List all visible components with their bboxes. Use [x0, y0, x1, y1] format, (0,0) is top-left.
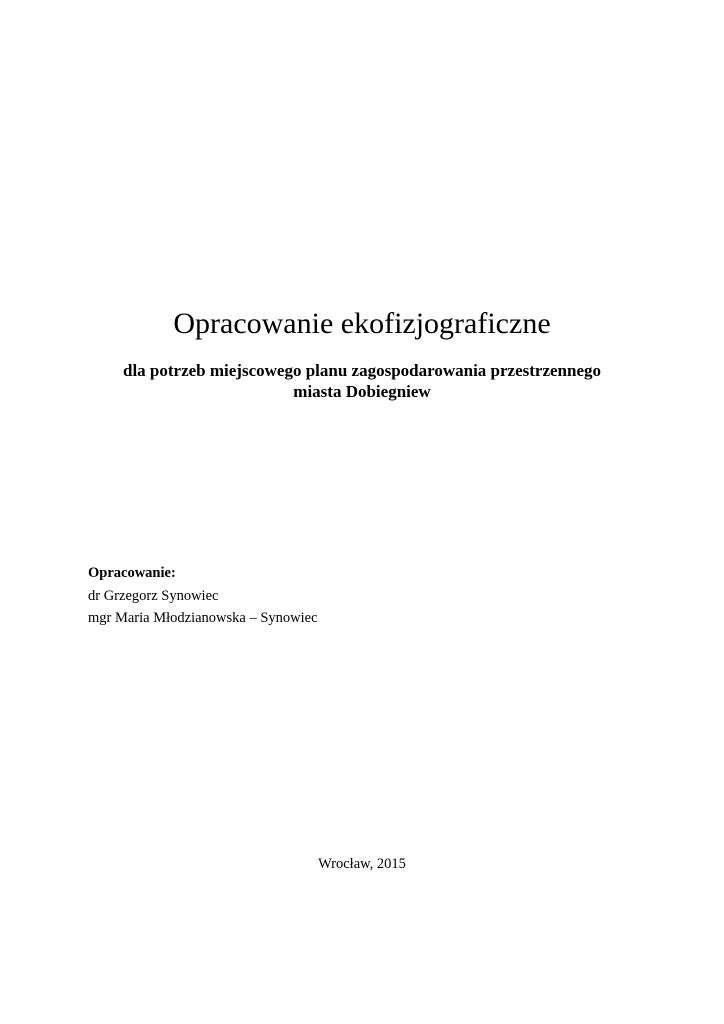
authors-block — [88, 562, 318, 629]
author-name: mgr Maria Młodzianowska – Synowiec — [88, 610, 318, 626]
prepared-by-label: Opracowanie: — [88, 565, 176, 581]
subtitle-line: miasta Dobiegniew — [293, 382, 431, 401]
document-subtitle — [0, 360, 724, 402]
place-and-date: Wrocław, 2015 — [318, 856, 406, 872]
author-name: dr Grzegorz Synowiec — [88, 588, 219, 604]
subtitle-line: dla potrzeb miejscowego planu zagospodarowania przestrzennego — [122, 361, 602, 380]
document-title: Opracowanie ekofizjograficzne — [173, 307, 551, 340]
